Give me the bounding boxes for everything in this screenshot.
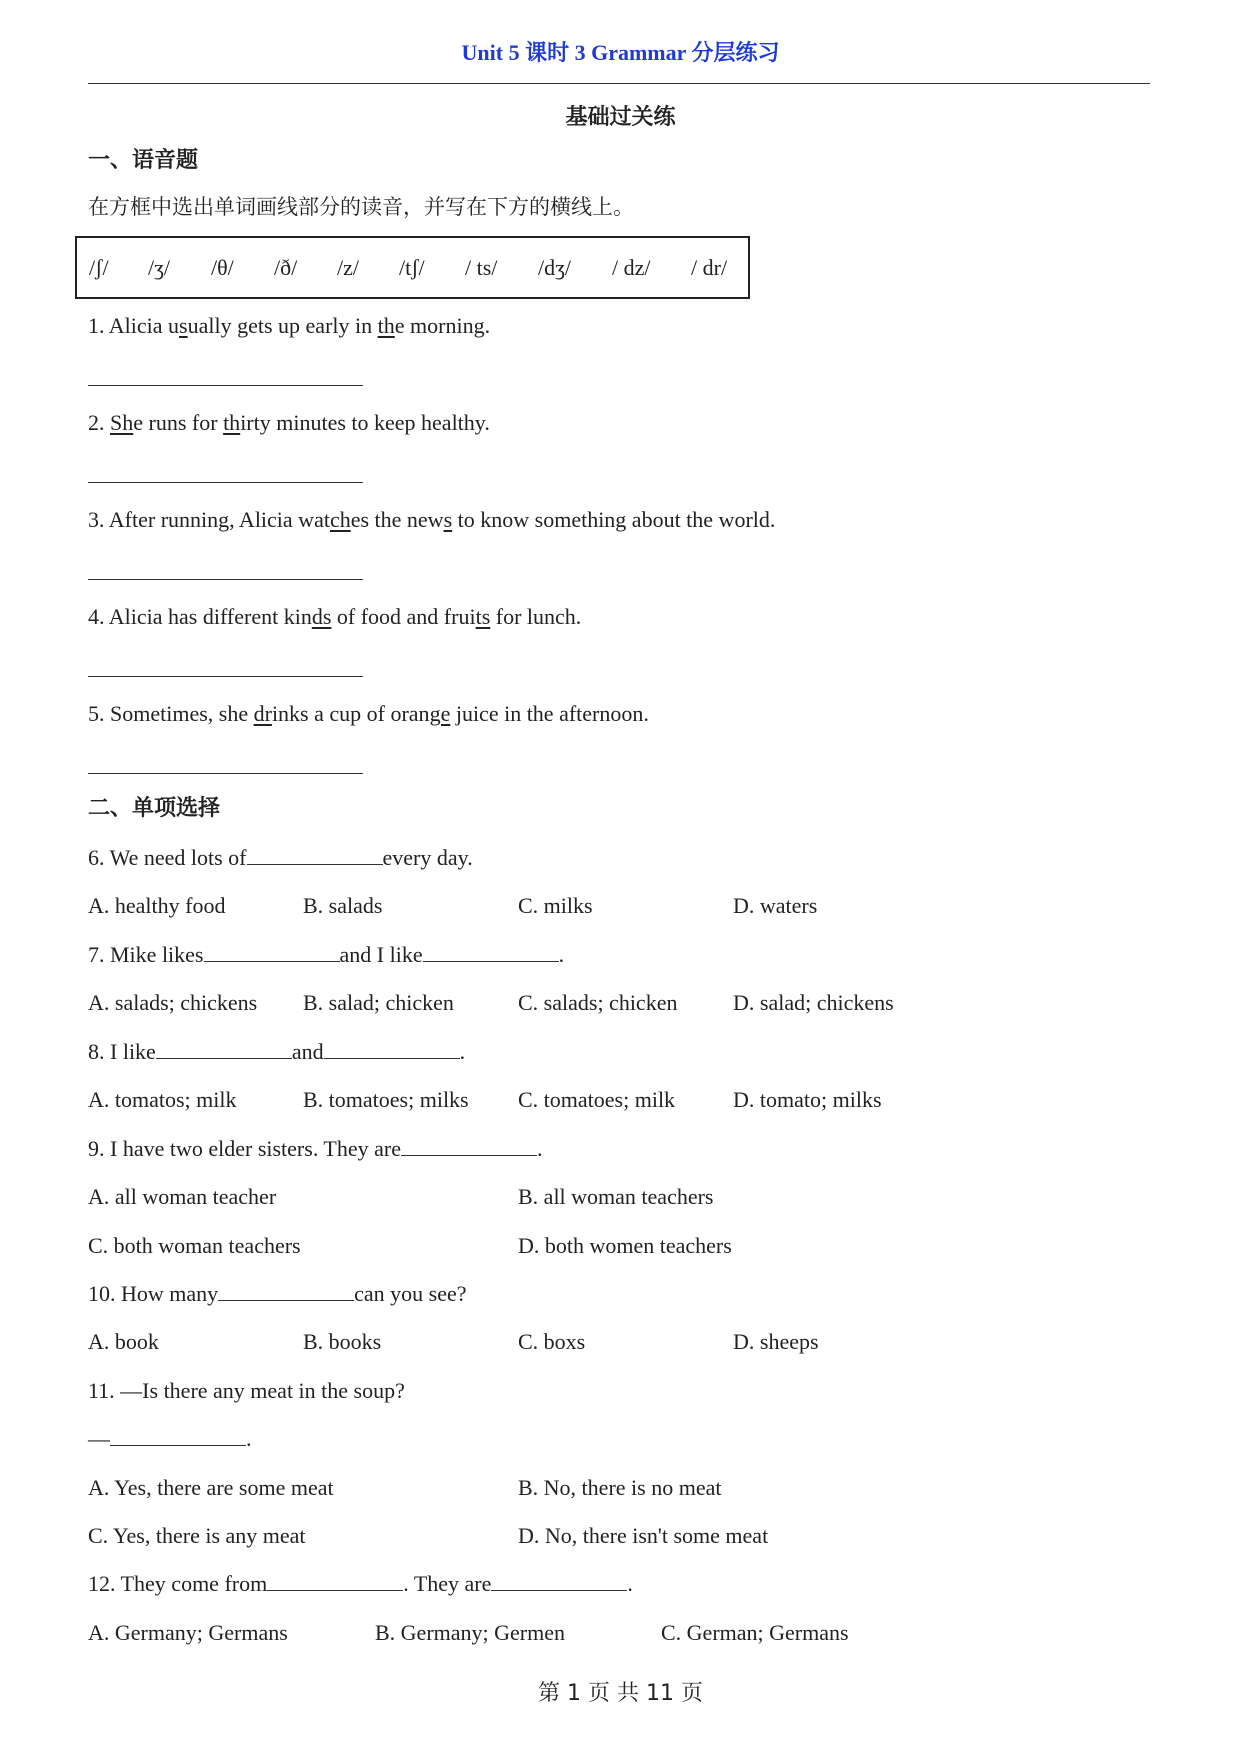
fill-blank[interactable] — [267, 1572, 403, 1591]
section-title: 基础过关练 — [565, 105, 676, 130]
fill-blank[interactable] — [218, 1282, 354, 1301]
question-7: 7. Mike likes and I like . — [88, 942, 565, 967]
phonetic-option: /dʒ/ — [538, 255, 571, 280]
underlined-sound: ch — [329, 507, 351, 532]
underlined-sound: s — [443, 507, 453, 532]
question-6: 6. We need lots of every day. — [88, 845, 473, 870]
option-d[interactable]: D. waters — [733, 893, 818, 918]
option-a[interactable]: A. Yes, there are some meat — [88, 1475, 334, 1500]
answer-line-4[interactable] — [88, 676, 363, 677]
question-2: 2. She runs for thirty minutes to keep healthy. — [88, 410, 490, 435]
underlined-sound: dr — [253, 701, 272, 726]
fill-blank[interactable] — [156, 1040, 292, 1059]
question-11-reply: — . — [88, 1426, 252, 1451]
part2-heading: 二、单项选择 — [88, 796, 221, 821]
phonetics-box — [75, 236, 750, 299]
fill-blank[interactable] — [110, 1427, 246, 1446]
option-a[interactable]: A. salads; chickens — [88, 990, 258, 1015]
option-d[interactable]: D. both women teachers — [518, 1233, 732, 1258]
phonetic-option: /ð/ — [274, 255, 298, 280]
option-c[interactable]: C. salads; chicken — [518, 990, 678, 1015]
question-9: 9. I have two elder sisters. They are . — [88, 1136, 543, 1161]
fill-blank[interactable] — [423, 943, 559, 962]
option-b[interactable]: B. salads — [303, 893, 383, 918]
question-8: 8. I like and . — [88, 1039, 466, 1064]
underlined-sound: ts — [475, 604, 491, 629]
fill-blank[interactable] — [491, 1572, 627, 1591]
answer-line-3[interactable] — [88, 579, 363, 580]
fill-blank[interactable] — [401, 1137, 537, 1156]
phonetic-option: / dr/ — [691, 255, 728, 280]
option-a[interactable]: A. tomatos; milk — [88, 1087, 237, 1112]
question-1: 1. Alicia usually gets up early in the morning. — [88, 313, 491, 338]
question-4: 4. Alicia has different kinds of food and fruits for lunch. — [88, 604, 582, 629]
phonetic-option: /θ/ — [211, 255, 234, 280]
phonetic-option: /ʒ/ — [148, 255, 170, 280]
option-b[interactable]: B. No, there is no meat — [518, 1475, 722, 1500]
phonetic-option: /ʃ/ — [89, 255, 109, 280]
option-d[interactable]: D. salad; chickens — [733, 990, 894, 1015]
option-d[interactable]: D. tomato; milks — [733, 1087, 882, 1112]
phonetic-option: / dz/ — [612, 255, 651, 280]
part1-heading: 一、语音题 — [88, 148, 199, 173]
underlined-sound: s — [179, 313, 188, 338]
underlined-sound: ge — [429, 701, 451, 726]
option-a[interactable]: A. Germany; Germans — [88, 1620, 288, 1645]
option-a[interactable]: A. book — [88, 1329, 159, 1354]
option-c[interactable]: C. milks — [518, 893, 593, 918]
option-d[interactable]: D. No, there isn't some meat — [518, 1523, 769, 1548]
phonetic-option: / ts/ — [465, 255, 498, 280]
header-divider — [88, 83, 1150, 84]
option-c[interactable]: C. Yes, there is any meat — [88, 1523, 306, 1548]
option-c[interactable]: C. German; Germans — [661, 1620, 849, 1645]
answer-line-2[interactable] — [88, 482, 363, 483]
option-c[interactable]: C. both woman teachers — [88, 1233, 301, 1258]
phonetic-option: /z/ — [337, 255, 359, 280]
underlined-sound: th — [377, 313, 395, 338]
option-b[interactable]: B. all woman teachers — [518, 1184, 714, 1209]
option-b[interactable]: B. Germany; Germen — [375, 1620, 565, 1645]
answer-line-1[interactable] — [88, 385, 363, 386]
answer-line-5[interactable] — [88, 773, 363, 774]
page-footer: 第 1 页 共 11 页 — [538, 1681, 703, 1706]
question-11: 11. —Is there any meat in the soup? — [88, 1378, 405, 1403]
option-c[interactable]: C. boxs — [518, 1329, 586, 1354]
option-b[interactable]: B. salad; chicken — [303, 990, 454, 1015]
question-5: 5. Sometimes, she drinks a cup of orange juice in the afternoon. — [88, 701, 649, 726]
fill-blank[interactable] — [204, 943, 340, 962]
question-10: 10. How many can you see? — [88, 1281, 467, 1306]
underlined-sound: ds — [311, 604, 332, 629]
option-d[interactable]: D. sheeps — [733, 1329, 819, 1354]
question-12: 12. They come from . They are . — [88, 1571, 633, 1596]
option-c[interactable]: C. tomatoes; milk — [518, 1087, 676, 1112]
option-a[interactable]: A. all woman teacher — [88, 1184, 277, 1209]
part1-instruction: 在方框中选出单词画线部分的读音，并写在下方的横线上。 — [88, 195, 634, 219]
underlined-sound: th — [223, 410, 241, 435]
option-b[interactable]: B. tomatoes; milks — [303, 1087, 469, 1112]
fill-blank[interactable] — [324, 1040, 460, 1059]
underlined-sound: Sh — [110, 410, 134, 435]
question-3: 3. After running, Alicia watches the news to know something about the world. — [88, 507, 776, 532]
option-b[interactable]: B. books — [303, 1329, 382, 1354]
fill-blank[interactable] — [247, 846, 383, 865]
phonetic-option: /tʃ/ — [399, 255, 425, 280]
option-a[interactable]: A. healthy food — [88, 893, 226, 918]
page-header-title: Unit 5 课时 3 Grammar 分层练习 — [461, 40, 780, 65]
